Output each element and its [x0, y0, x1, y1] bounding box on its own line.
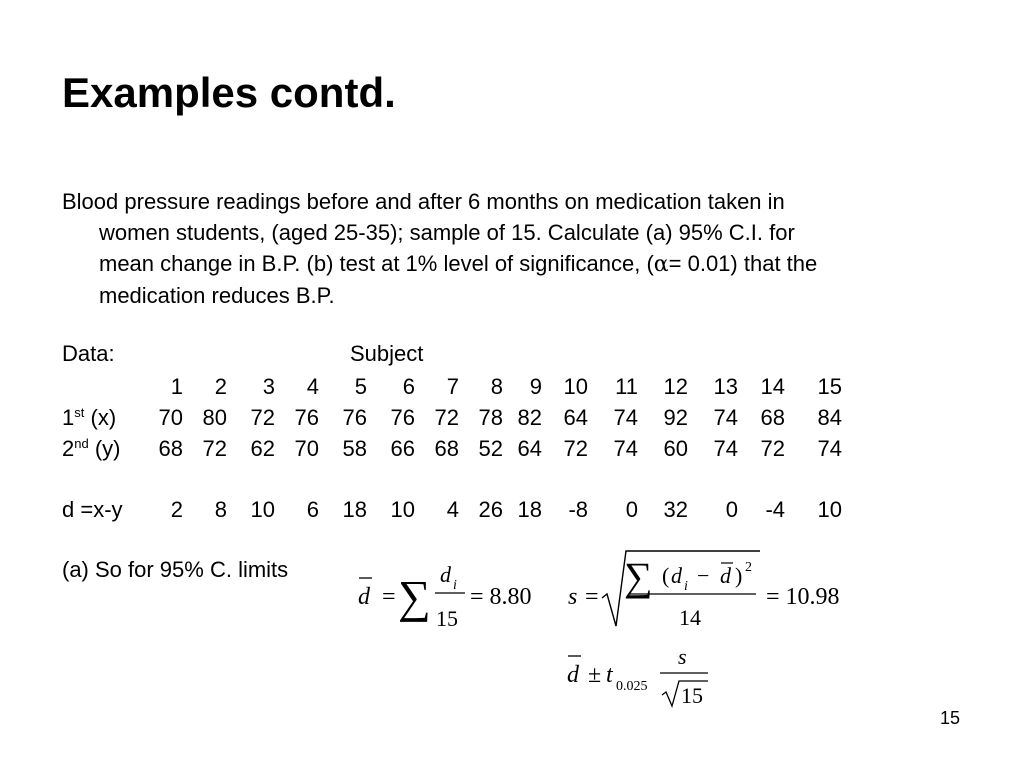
d-value-4: 6 [306, 497, 319, 522]
mean-equals: = [382, 584, 396, 610]
subject-number-10: 10 [563, 374, 588, 399]
y-value-5: 58 [342, 436, 367, 461]
x-value-1: 70 [158, 405, 183, 430]
row-second-variable: (y) [88, 436, 121, 461]
subject-number-13: 13 [713, 374, 738, 399]
x-value-2: 80 [202, 405, 227, 430]
x-value-12: 92 [663, 405, 688, 430]
sd-d-i: d [671, 563, 682, 588]
ci-t-subscript: 0.025 [616, 679, 648, 694]
d-value-7: 4 [446, 497, 459, 522]
x-value-11: 74 [613, 405, 638, 430]
sd-subscript-i: i [684, 579, 688, 594]
sd-equals: = [585, 584, 599, 610]
subject-number-5: 5 [354, 374, 367, 399]
sd-open-paren: ( [662, 563, 670, 588]
confidence-limits-label: (a) So for 95% C. limits [62, 557, 289, 582]
subject-label: Subject [350, 341, 424, 366]
d-value-14: -4 [765, 497, 785, 522]
mean-numerator-d: d [440, 562, 451, 587]
row-first-number: 1 [62, 405, 75, 430]
row-first-variable: (x) [84, 405, 117, 430]
dbar-symbol: d [358, 584, 370, 610]
sum-symbol: ∑ [398, 571, 431, 622]
subject-number-6: 6 [402, 374, 415, 399]
y-value-13: 74 [713, 436, 738, 461]
d-value-2: 8 [214, 497, 227, 522]
mean-result: = 8.80 [470, 584, 532, 610]
subject-number-1: 1 [170, 374, 183, 399]
d-value-10: -8 [568, 497, 588, 522]
d-value-1: 2 [170, 497, 183, 522]
statement-line-3-end: = 0.01) that the [668, 251, 818, 276]
y-value-11: 74 [613, 436, 638, 461]
ci-numerator-s: s [678, 644, 687, 669]
data-label: Data: [62, 341, 115, 366]
subject-number-7: 7 [446, 374, 459, 399]
y-value-9: 64 [517, 436, 542, 461]
sd-close-paren: ) [735, 563, 743, 588]
d-value-12: 32 [663, 497, 688, 522]
subject-number-8: 8 [490, 374, 503, 399]
subject-number-15: 15 [817, 374, 842, 399]
y-value-4: 70 [294, 436, 319, 461]
x-value-6: 76 [390, 405, 415, 430]
x-value-3: 72 [250, 405, 275, 430]
subject-number-2: 2 [214, 374, 227, 399]
subject-number-11: 11 [615, 374, 638, 399]
y-value-7: 68 [434, 436, 459, 461]
mean-denominator: 15 [436, 606, 458, 631]
sd-denominator: 14 [679, 605, 701, 630]
row-second-number: 2 [62, 436, 75, 461]
page-number: 15 [940, 708, 961, 728]
d-value-8: 26 [478, 497, 503, 522]
row-label-difference: d =x-y [62, 497, 123, 522]
d-value-5: 18 [342, 497, 367, 522]
row-first-superscript: st [74, 405, 85, 420]
d-value-11: 0 [625, 497, 638, 522]
sd-sum-symbol: ∑ [624, 554, 653, 599]
d-value-15: 10 [817, 497, 842, 522]
subject-number-9: 9 [529, 374, 542, 399]
row-second-superscript: nd [74, 436, 89, 451]
x-value-5: 76 [342, 405, 367, 430]
sd-minus: − [697, 563, 710, 588]
s-symbol: s [568, 584, 578, 610]
d-value-3: 10 [250, 497, 275, 522]
x-value-15: 84 [817, 405, 842, 430]
x-value-4: 76 [294, 405, 319, 430]
alpha-symbol: α [653, 252, 669, 277]
statement-line-2: women students, (aged 25-35); sample of 15. Calculate (a) 95% C.I. for [99, 220, 795, 245]
ci-sqrt-n: 15 [681, 683, 703, 708]
statement-line-4: medication reduces B.P. [99, 283, 335, 308]
y-value-2: 72 [202, 436, 227, 461]
sd-square: 2 [745, 560, 752, 575]
y-value-6: 66 [390, 436, 415, 461]
subject-number-12: 12 [663, 374, 688, 399]
slide-title: Examples contd. [62, 69, 396, 116]
subject-number-14: 14 [760, 374, 785, 399]
x-value-8: 78 [478, 405, 503, 430]
subject-number-3: 3 [262, 374, 275, 399]
statement-line-1: Blood pressure readings before and after 6 months on medication taken in [62, 189, 785, 214]
x-value-9: 82 [517, 405, 542, 430]
ci-plus-minus: ± [588, 662, 602, 688]
y-value-15: 74 [817, 436, 842, 461]
y-value-8: 52 [478, 436, 503, 461]
x-value-13: 74 [713, 405, 738, 430]
subject-number-4: 4 [306, 374, 319, 399]
sd-result: = 10.98 [766, 584, 840, 610]
statement-line-3-start: mean change in B.P. (b) test at 1% level of significance, ( [99, 251, 654, 276]
ci-dbar: d [567, 662, 579, 688]
d-value-13: 0 [725, 497, 738, 522]
y-value-12: 60 [663, 436, 688, 461]
sd-dbar: d [720, 563, 731, 588]
x-value-10: 64 [563, 405, 588, 430]
x-value-7: 72 [434, 405, 459, 430]
ci-t: t [606, 662, 613, 688]
x-value-14: 68 [760, 405, 785, 430]
y-value-1: 68 [158, 436, 183, 461]
d-value-9: 18 [517, 497, 542, 522]
y-value-10: 72 [563, 436, 588, 461]
y-value-3: 62 [250, 436, 275, 461]
mean-numerator-subscript: i [453, 578, 457, 593]
d-value-6: 10 [390, 497, 415, 522]
y-value-14: 72 [760, 436, 785, 461]
